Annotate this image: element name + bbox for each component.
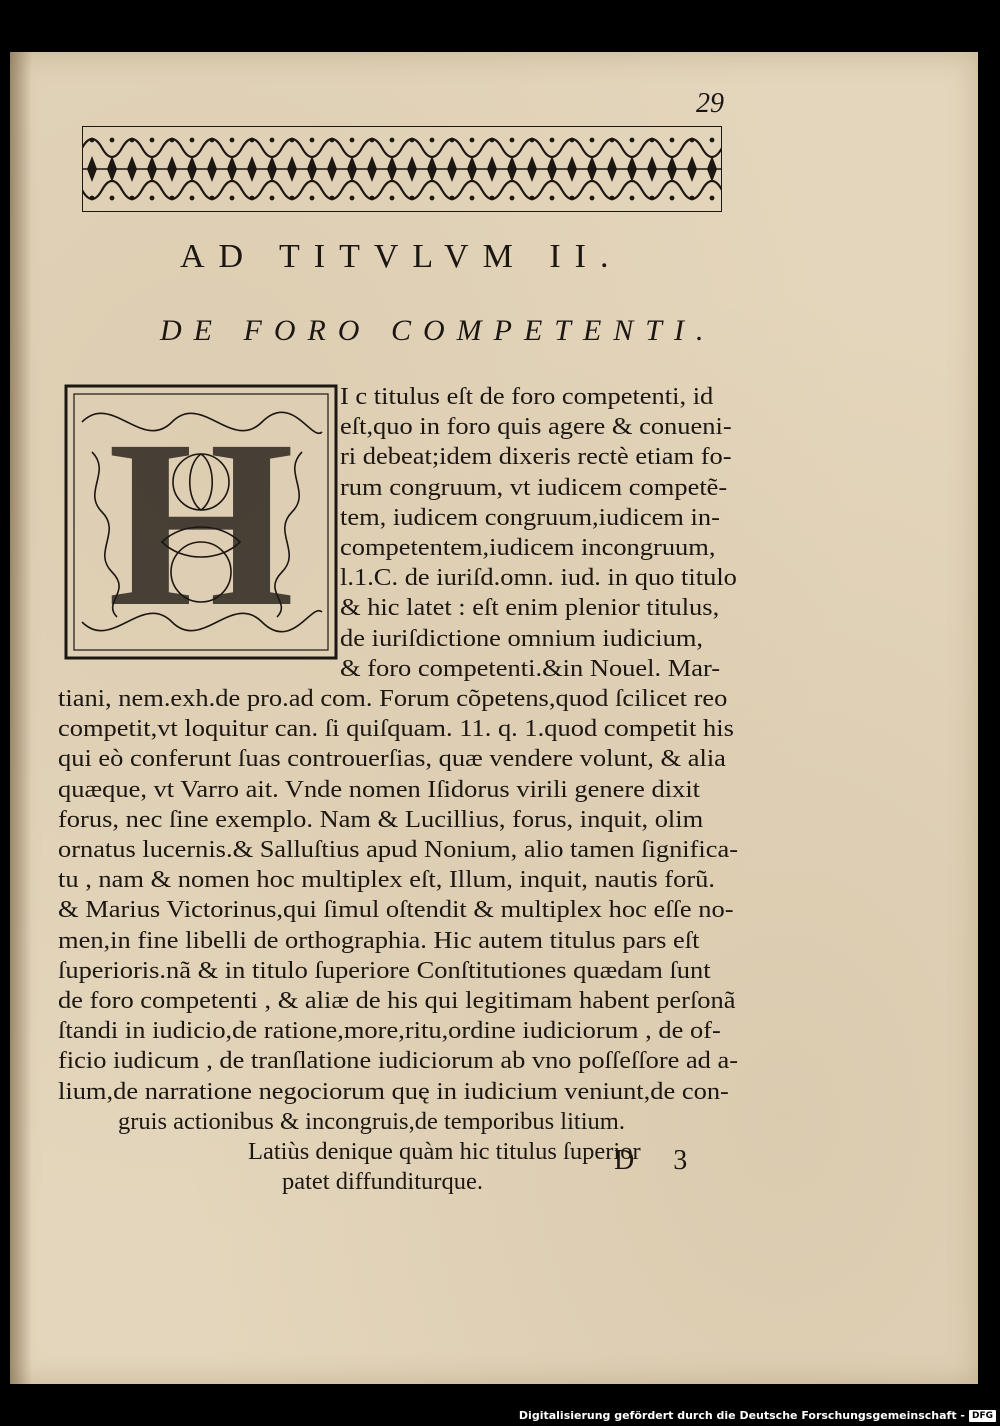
body-line: & Marius Victorinus,qui ſimul oſtendit & multiplex hoc eſſe no-: [58, 896, 734, 924]
body-line: ornatus lucernis.& Salluſtius apud Nonium, alio tamen ſignifica-: [58, 836, 738, 863]
page-gutter-shadow: [10, 52, 32, 1384]
section-title: AD TITVLVM II.: [180, 238, 623, 275]
body-line: qui eò conferunt ſuas controuerſias, quæ vendere volunt, & alia: [58, 745, 726, 773]
body-line: men,in fine libelli de orthographia. Hic autem titulus pars eſt: [58, 926, 700, 954]
body-line: & foro competenti.&in Nouel. Mar-: [340, 654, 721, 682]
body-line: & hic latet : eſt enim plenior titulus,: [340, 594, 720, 622]
section-subtitle: DE FORO COMPETENTI.: [160, 314, 716, 347]
page-number: 29: [696, 88, 724, 119]
body-line: tiani, nem.exh.de pro.ad com. Forum cõpetens,quod ſcilicet reo: [58, 685, 728, 712]
book-page: [10, 52, 978, 1384]
body-line: ſuperioris.nã & in titulo ſuperiore Conſtitutiones quædam ſunt: [58, 956, 711, 984]
footer-credit-text: Digitalisierung gefördert durch die Deutsche Forschungsgemeinschaft -: [518, 1409, 965, 1422]
body-line: ſtandi in iudicio,de ratione,more,ritu,ordine iudiciorum , de of-: [58, 1017, 721, 1045]
body-line: de iuriſdictione omnium iudicium,: [340, 624, 704, 652]
body-line: Latiùs denique quàm hic titulus ſuperior: [248, 1138, 641, 1165]
dfg-logo-icon: DFG: [969, 1410, 996, 1422]
body-line: eſt,quo in foro quis agere & conueni-: [340, 413, 732, 441]
body-line: ficio iudicum , de tranſlatione iudiciorum ab vno poſſeſſore ad a-: [58, 1047, 739, 1075]
body-line: tu , nam & nomen hoc multiplex eſt, Illum, inquit, nautis forũ.: [58, 866, 716, 894]
signature-mark: D 3: [614, 1145, 704, 1176]
body-line: gruis actionibus & incongruis,de temporibus litium.: [118, 1107, 625, 1135]
body-line: I c titulus eſt de foro competenti, id: [340, 383, 714, 410]
body-line: quæque, vt Varro ait. Vnde nomen Iſidorus virili genere dixit: [58, 775, 701, 803]
body-line: competentem,iudicem incongruum,: [340, 534, 716, 561]
initial-floral-frame: [62, 382, 340, 662]
footer-credit: [519, 1409, 996, 1422]
body-line: patet diffunditurque.: [282, 1168, 483, 1196]
body-line: de foro competenti , & aliæ de his qui legitimam habent perſonã: [58, 987, 736, 1014]
body-line: lium,de narratione negociorum quę in iudicium veniunt,de con-: [58, 1077, 729, 1105]
body-line: ri debeat;idem dixeris rectè etiam fo-: [340, 443, 732, 471]
initial-letter: H: [107, 390, 295, 656]
decorated-initial: [62, 382, 340, 662]
body-line: l.1.C. de iuriſd.omn. iud. in quo titulo: [340, 564, 737, 592]
decorative-ornament-band: [82, 126, 722, 212]
body-line: rum congruum, vt iudicem competẽ-: [340, 473, 728, 501]
body-line: tem, iudicem congruum,iudicem in-: [340, 503, 720, 531]
body-line: forus, nec ſine exemplo. Nam & Lucillius, forus, inquit, olim: [58, 805, 704, 833]
body-line: competit,vt loquitur can. ſi quiſquam. 11. q. 1.quod competit his: [58, 715, 734, 743]
